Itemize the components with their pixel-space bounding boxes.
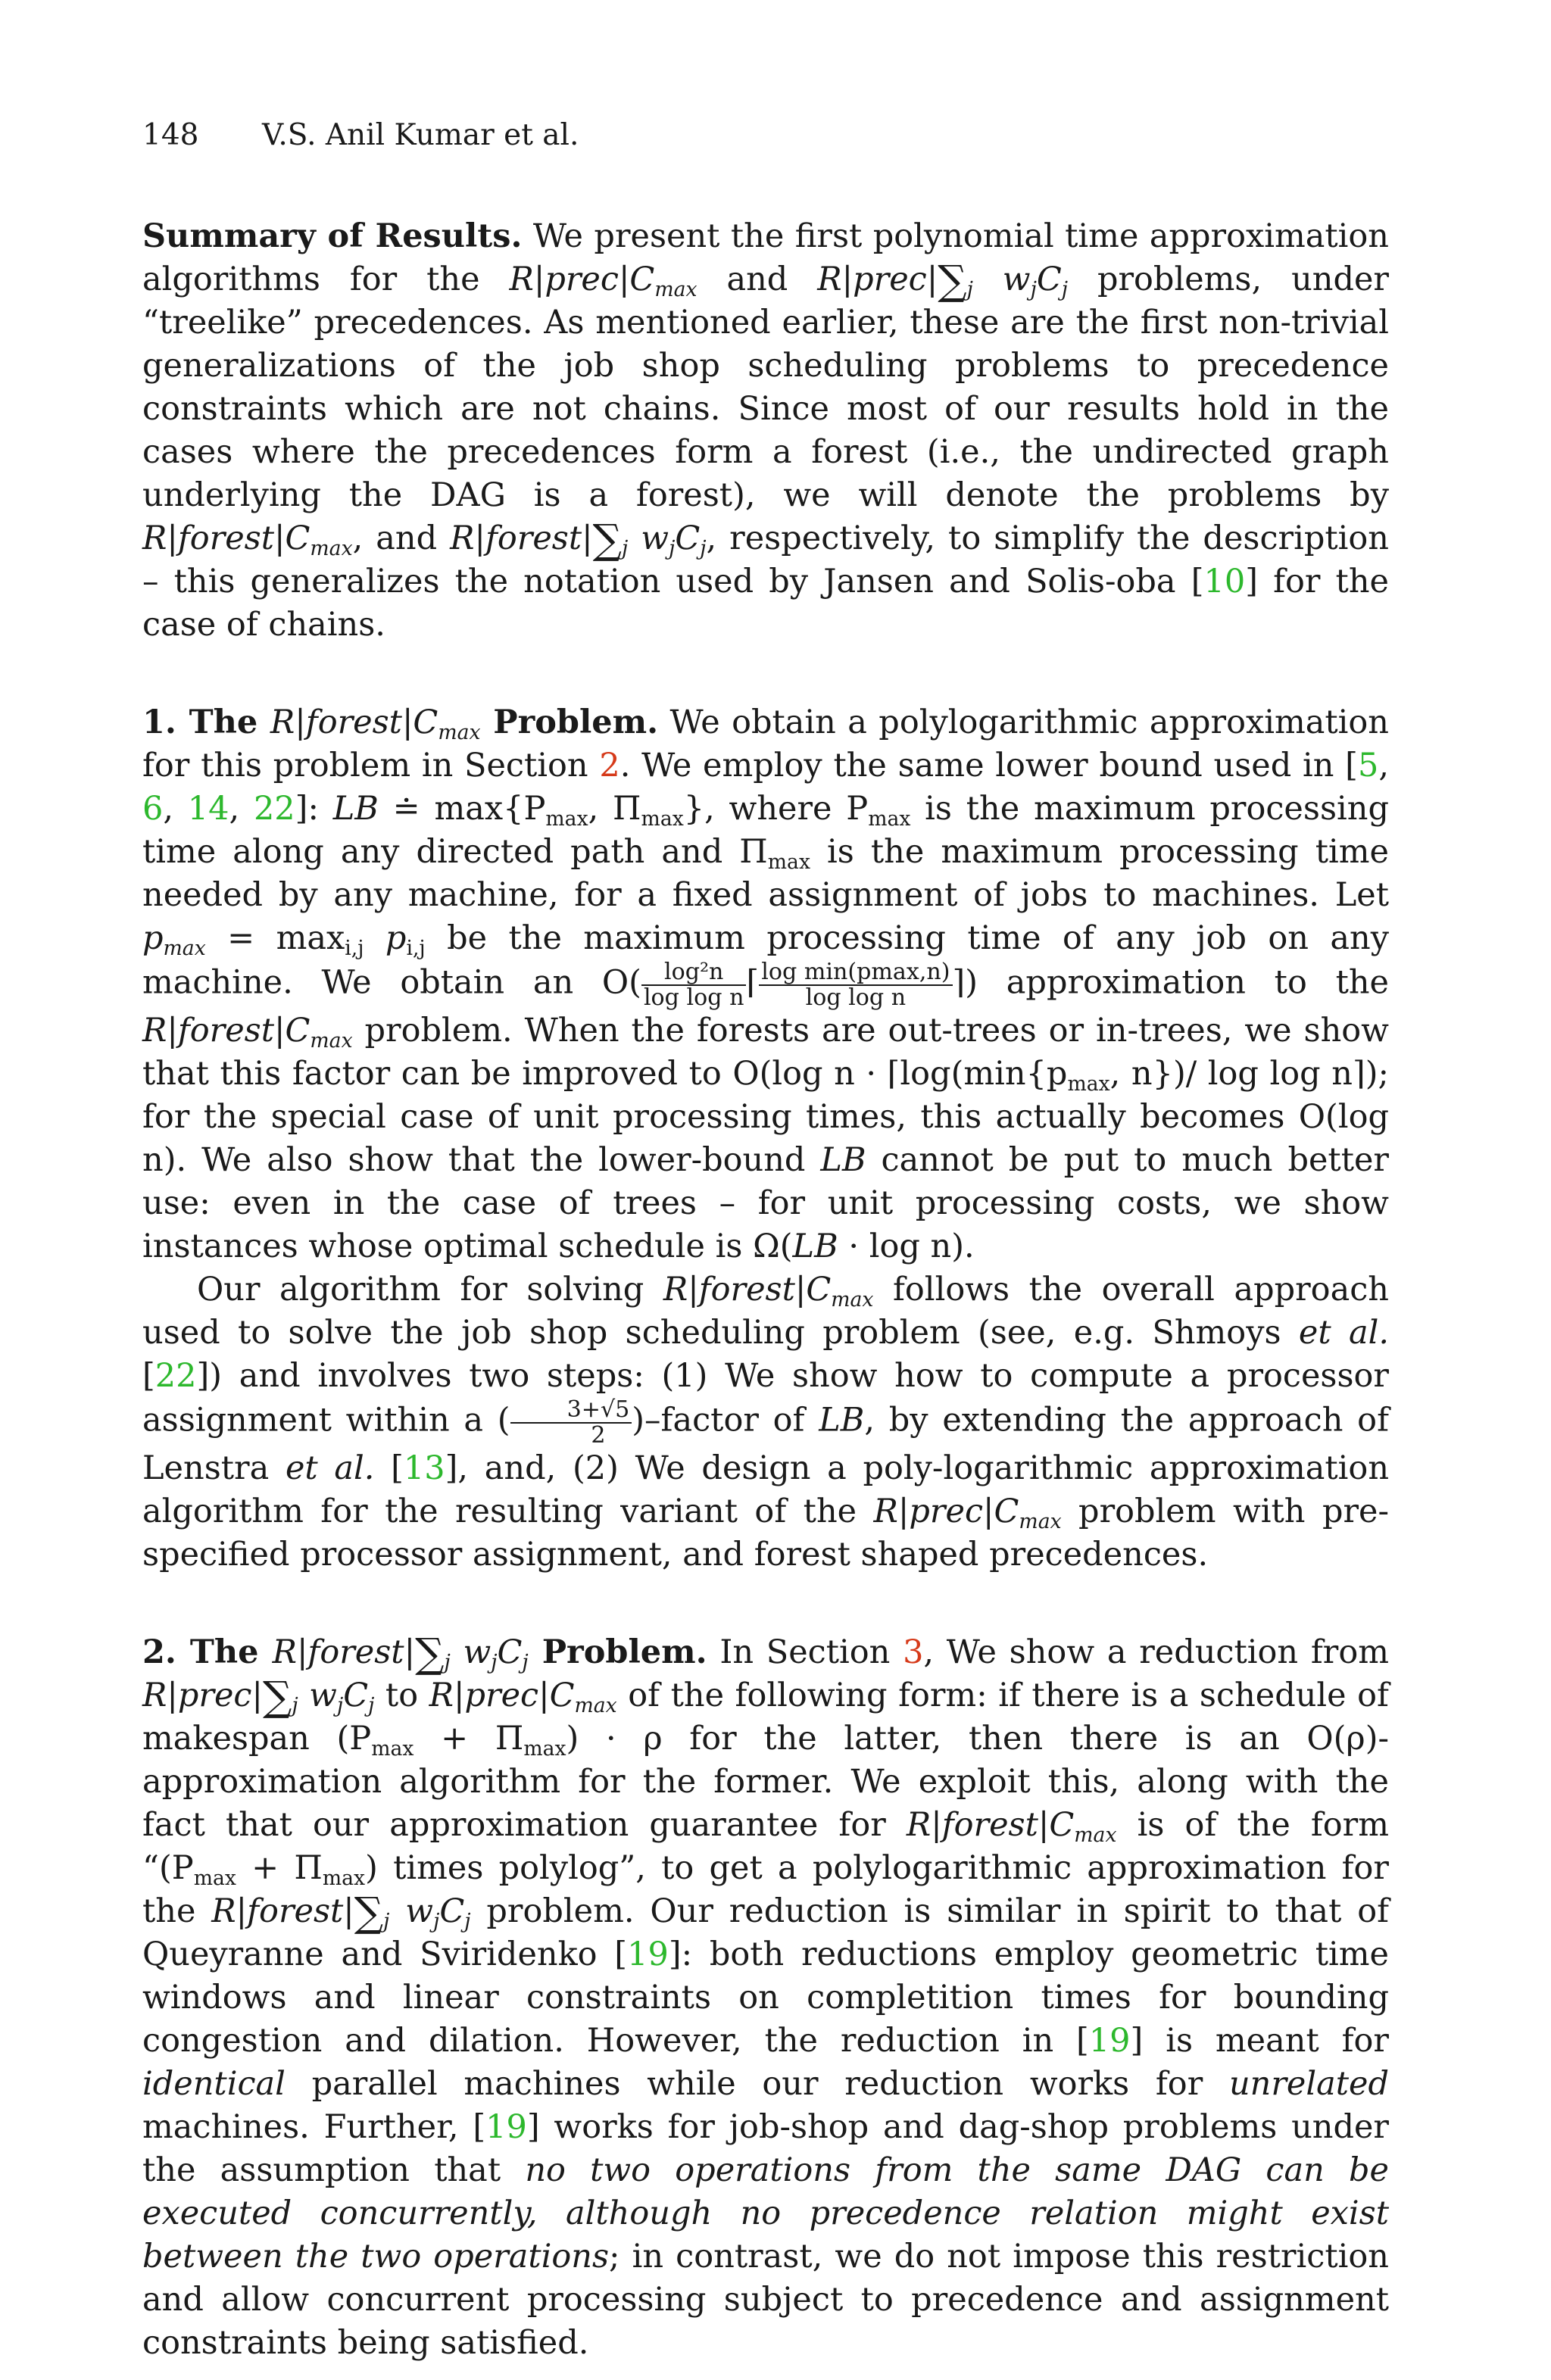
math: $R|prec|\sum_j$ $w_jC_j$: [142, 1672, 375, 1720]
math: $R|forest|C_{max}$: [663, 1271, 874, 1312]
citation-link[interactable]: 5: [1357, 747, 1379, 784]
text: problems, under “treelike” precedences. As mentioned earlier, these are the first non-trivial generalizations of the job shop scheduling problems to precedence constraints which are not chains. Since most of our results hold in the cases where the precedences form a forest (i.e., the undirected graph underlying the DAG is a forest), we will denote the problems by: [142, 260, 1389, 514]
section1-heading: Problem.: [480, 703, 659, 741]
fraction: $\frac{\text{log min(pmax,n)}}{\text{log log n}}$: [759, 960, 952, 1009]
text: . We employ the same lower bound used in [: [619, 747, 1358, 784]
section1-paragraph: 1. The $R|forest|C_{max}$ Problem. We obtain a polylogarithmic approximation for this problem in Section 2. We employ the same lower bound used in [5, 6, 14, 22]: LB ≐ $\max\{P_{max}$, $\Pi_{max}$}, where $P_{max}$ is the maximum processing time along any directed path and $\Pi_{max}$ is the maximum processing time needed by any machine, for a fixed assignment of jobs to machines. Let $p_{max} = \max_{i,j} p_{i,j}$ be the maximum processing time of any job on any machine. We obtain an O( $\frac{\text{log²n}}{\text{log log n}}$ ⌈ $\frac{\text{log min(pmax,n)}}{\text{log log n}}$ ⌉) approximation to the $R|forest|C_{max}$ problem. When the forests are out-trees or in-trees, we show that this factor can be improved to O(log $n \cdot ⌈\log(\min\{p_{max}$, n})/ log log n⌉); for the special case of unit processing times, this actually becomes O(log n). We also show that the lower-bound LB cannot be put to much better use: even in the case of trees – for unit processing costs, we show instances whose optimal schedule is Ω(LB · log n).: [142, 703, 1389, 1266]
section1-number: 1. The: [142, 703, 270, 741]
section2-paragraph: 2. The $R|forest|\sum_j$ $w_jC_j$ Problem. In Section 3, We show a reduction from $R|prec|\sum_j$ $w_jC_j$ to $R|prec|C_{max}$ of the following form: if there is a schedule of makespan $(P_{max} + \Pi_{max}) \cdot \rho$ for the latter, then there is an O(ρ)-approximation algorithm for the former. We exploit this, along with the fact that our approximation guarantee for $R|forest|C_{max}$ is of the form “$(P_{max} + \Pi_{max})$ times polylog”, to get a polylogarithmic approximation for the $R|forest|\sum_j$ $w_jC_j$ problem. Our reduction is similar in spirit to that of Queyranne and Sviridenko [19]: both reductions employ geometric time windows and linear constraints on completition times for bounding congestion and dilation. However, the reduction in [19] is meant for identical parallel machines while our reduction works for unrelated machines. Further, [19] works for job-shop and dag-shop problems under the assumption that no two operations from the same DAG can be executed concurrently, although no precedence relation might exist between the two operations; in contrast, we do not impose this restriction and allow concurrent processing subject to precedence and assignment constraints being satisfied.: [142, 1629, 1390, 2363]
math: $R|forest|C_{max}$: [142, 519, 353, 560]
citation-link[interactable]: 13: [403, 1449, 445, 1488]
section-ref-link[interactable]: 3: [903, 1633, 924, 1672]
text: ]:: [295, 790, 333, 828]
section-ref-link[interactable]: 2: [599, 747, 620, 784]
page-number: 148: [142, 118, 199, 152]
text: We present the first polynomial time approximation algorithms for the: [142, 217, 1389, 298]
citation-link[interactable]: 6: [142, 790, 164, 828]
math: LB: [332, 790, 379, 828]
text: and: [697, 260, 818, 298]
text: Our algorithm for solving: [197, 1271, 663, 1309]
text: ] for the case of chains.: [142, 563, 1389, 644]
citation-link[interactable]: 10: [1203, 563, 1246, 600]
section1-paragraph-2: Our algorithm for solving $R|forest|C_{max}$ follows the overall approach used to solve the job shop scheduling problem (see, e.g. Shmoys et al. [22]) and involves two steps: (1) We show how to compute a processor assignment within a ( $\frac{3+√5}{2}$ )–factor of LB, by extending the approach of Lenstra et al. [13], and, (2) We design a poly-logarithmic approximation algorithm for the resulting variant of the $R|prec|C_{max}$ problem with pre-specified processor assignment, and forest shaped precedences.: [142, 1271, 1390, 1574]
math: $R|prec|C_{max}$: [509, 260, 697, 301]
emphasis: identical: [142, 2065, 286, 2104]
emphasis: unrelated: [1228, 2065, 1389, 2104]
paper-page: [142, 114, 1389, 2365]
math: $R|forest|\sum_j$ $w_jC_j$: [211, 1888, 471, 1936]
running-header: [142, 114, 1389, 157]
math: $R|prec|C_{max}$: [429, 1677, 617, 1718]
section1-heading-math: $R|forest|C_{max}$: [270, 703, 481, 744]
math: $p_{max}$: [142, 919, 206, 960]
running-head: V.S. Anil Kumar et al.: [262, 118, 579, 152]
section2-heading: Problem.: [528, 1633, 707, 1672]
text: , and: [352, 519, 451, 557]
text: , respectively, to simplify the description – this generalizes the notation used by Jansen and Solis-oba [: [142, 519, 1389, 600]
text: We obtain a polylogarithmic approximation for this problem in Section: [142, 703, 1389, 784]
fraction: $\frac{\text{log²n}}{\text{log log n}}$: [641, 960, 747, 1009]
section2-number: 2. The: [142, 1633, 273, 1672]
fraction: $\frac{3+√5}{2}$: [510, 1398, 632, 1447]
math: $R|prec|C_{max}$: [873, 1493, 1062, 1534]
summary-heading: Summary of Results.: [142, 217, 523, 255]
section2-heading-math: $R|forest|\sum_j$ $w_jC_j$: [272, 1629, 529, 1677]
citation-link[interactable]: 19: [1088, 2022, 1131, 2060]
math: $R|forest|\sum_j$ $w_jC_j$: [450, 515, 707, 563]
math: $R|forest|C_{max}$: [142, 1012, 353, 1053]
math: $R|prec|\sum_j$ $w_jC_j$: [817, 256, 1069, 304]
citation-link[interactable]: 14: [187, 790, 229, 828]
citation-link[interactable]: 22: [154, 1357, 197, 1396]
emphasis: no two operations from the same DAG can be executed concurrently, although no precedence relation might exist between the two operations: [142, 2151, 1389, 2276]
citation-link[interactable]: 19: [627, 1936, 669, 1974]
summary-paragraph: [142, 215, 1389, 647]
citation-link[interactable]: 22: [253, 790, 295, 828]
citation-link[interactable]: 19: [485, 2108, 527, 2147]
math: $R|forest|C_{max}$: [906, 1806, 1117, 1848]
